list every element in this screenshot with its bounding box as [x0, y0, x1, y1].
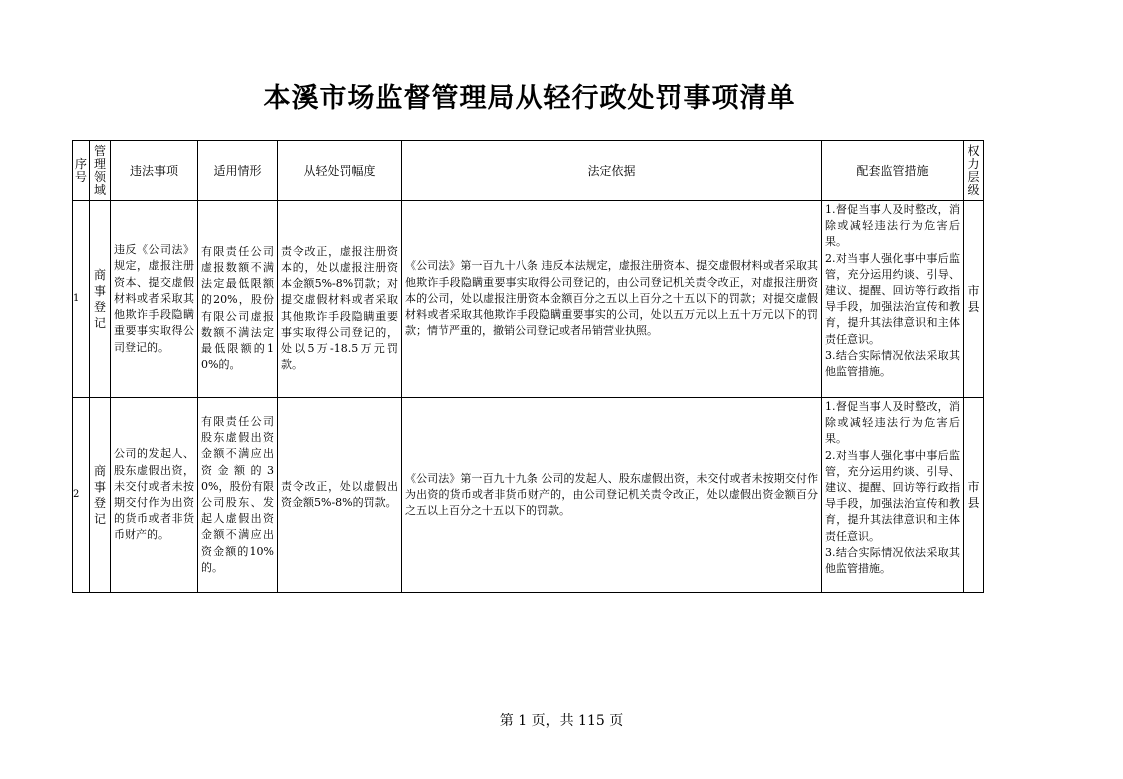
header-domain [90, 141, 111, 201]
row-level: 市县 [964, 398, 984, 593]
measure-item: 1.督促当事人及时整改，消除或减轻违法行为危害后果。 [825, 400, 960, 446]
header-level [964, 141, 984, 201]
header-domain-text: 管理领域 [93, 143, 106, 197]
row-seq: 2 [73, 398, 90, 593]
row-basis [402, 201, 822, 398]
row-domain: 商事登记 [90, 398, 111, 593]
table-row [73, 398, 984, 593]
row-violation-text: 违反《公司法》规定，虚报注册资本、提交虚假材料或者采取其他欺诈手段隐瞒重要事实取得公司登记的。 [114, 243, 194, 354]
row-situation [198, 398, 278, 593]
row-measures [822, 398, 964, 593]
row-violation [111, 398, 198, 593]
measure-item: 1.督促当事人及时整改，消除或减轻违法行为危害后果。 [825, 203, 960, 249]
header-violation: 违法事项 [111, 141, 198, 201]
row-range [278, 201, 402, 398]
header-situation: 适用情形 [198, 141, 278, 201]
row-violation [111, 201, 198, 398]
page-footer: 第 1 页，共 115 页 [499, 713, 624, 729]
measure-item: 2.对当事人强化事中事后监管，充分运用约谈、引导、建议、提醒、回访等行政指导手段，加强法治宣传和教育，提升其法律意识和主体责任意识。 [825, 448, 960, 543]
row-domain: 商事登记 [90, 201, 111, 398]
row-measures [822, 201, 964, 398]
row-situation-text: 有限责任公司虚报数额不满法定最低限额的20%，股份有限公司虚报数额不满法定最低限额的10%的。 [201, 244, 274, 372]
row-range-text: 责令改正，虚报注册资本的，处以虚报注册资本金额5%-8%罚款；对提交虚假材料或者采取其他欺诈手段隐瞒重要事实取得公司登记的，处以5万-18.5万元罚款。 [281, 244, 398, 372]
row-range [278, 398, 402, 593]
row-basis [402, 398, 822, 593]
table-row [73, 201, 984, 398]
row-situation-text: 有限责任公司股东虚假出资金额不满应出资金额的30%，股份有限公司股东、发起人虚假出资金额不满应出资金额的10%的。 [201, 414, 274, 574]
row-level: 市县 [964, 201, 984, 398]
measure-item: 3.结合实际情况依法采取其他监管措施。 [825, 545, 960, 576]
row-basis-text: 《公司法》第一百九十八条 违反本法规定，虚报注册资本、提交虚假材料或者采取其他欺诈手段隐瞒重要事实取得公司登记的，由公司登记机关责令改正，对虚报注册资本的公司，处以虚报注册资本金额百分之五以上百分之十五以下的罚款；对提交虚假材料或者采取其他欺诈手段隐瞒重要事实的公司，处以五万元以上五十万元以下的罚款；情节严重的，撤销公司登记或者吊销营业执照。 [405, 259, 818, 338]
row-basis-text: 《公司法》第一百九十九条 公司的发起人、股东虚假出资，未交付或者未按期交付作为出资的货币或者非货币财产的，由公司登记机关责令改正，处以虚假出资金额百分之五以上百分之十五以下的罚款。 [405, 471, 818, 518]
header-range: 从轻处罚幅度 [278, 141, 402, 201]
row-seq: 1 [73, 201, 90, 398]
table-header-row [73, 141, 984, 201]
penalty-table [72, 140, 984, 593]
header-level-text: 权力层级 [967, 143, 980, 197]
measure-item: 2.对当事人强化事中事后监管，充分运用约谈、引导、建议、提醒、回访等行政指导手段，加强法治宣传和教育，提升其法律意识和主体责任意识。 [825, 251, 960, 346]
row-range-text: 责令改正，处以虚假出资金额5%-8%的罚款。 [281, 479, 398, 509]
header-seq: 序号 [73, 141, 90, 201]
header-measures: 配套监管措施 [822, 141, 964, 201]
row-violation-text: 公司的发起人、股东虚假出资，未交付或者未按期交付作为出资的货币或者非货币财产的。 [114, 447, 194, 542]
row-situation [198, 201, 278, 398]
header-basis: 法定依据 [402, 141, 822, 201]
measure-item: 3.结合实际情况依法采取其他监管措施。 [825, 348, 960, 379]
page-title: 本溪市场监督管理局从轻行政处罚事项清单 [263, 83, 796, 114]
